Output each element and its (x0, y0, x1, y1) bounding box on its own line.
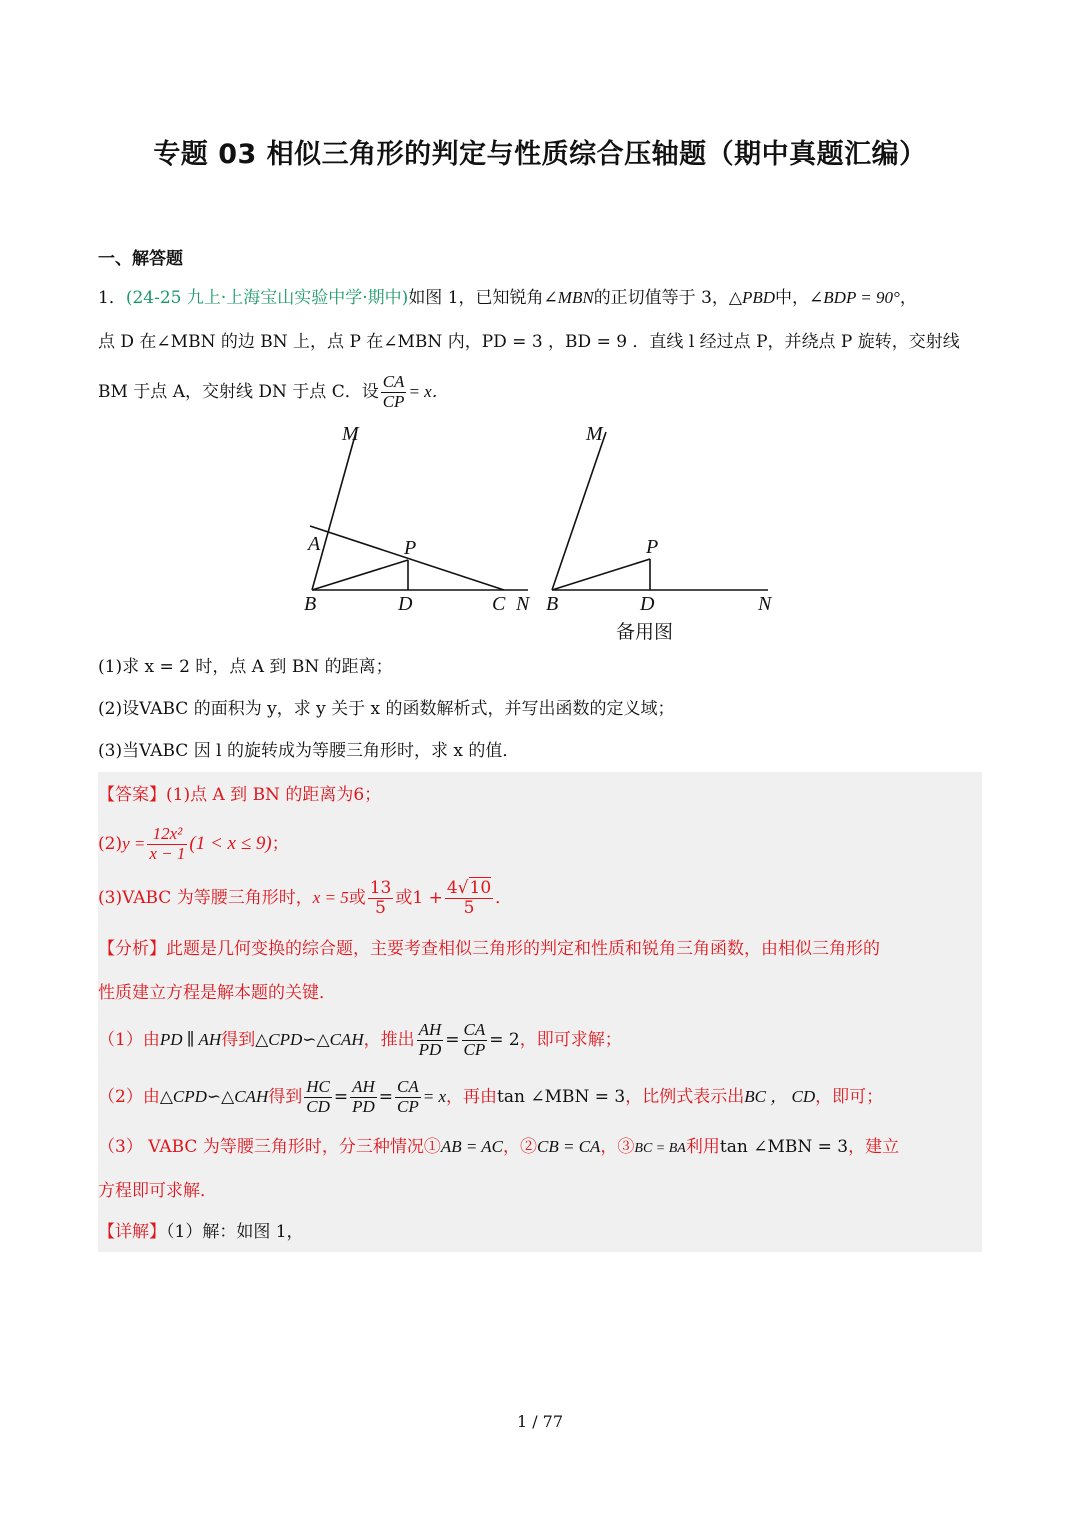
answer-line-3 (98, 874, 982, 922)
analysis-step-3 (98, 1134, 982, 1162)
analysis-text: 得到 (268, 1087, 303, 1107)
section-heading: 一、解答题 (98, 249, 183, 269)
fraction-ca-cp (462, 1021, 488, 1059)
analysis-text: 此题是几何变换的综合题，主要考查相似三角形的判定和性质和锐角三角函数，由相似三角形的 (166, 939, 880, 959)
question-1: (1)求 x = 2 时，点 A 到 BN 的距离； (98, 657, 393, 677)
label-a: A (308, 533, 321, 555)
label-b-2: B (546, 593, 559, 615)
figure-caption: 备用图 (616, 621, 674, 643)
answer-text: 或 (348, 888, 366, 908)
ray-bm-2 (552, 432, 606, 590)
answer-text: ． (495, 888, 513, 908)
analysis-step-3-cont: 方程即可求解． (98, 1181, 217, 1201)
label-p: P (404, 537, 417, 559)
analysis-text: 利用 (685, 1137, 720, 1157)
answer-text: ； (271, 834, 289, 854)
fraction-hc-cd (304, 1078, 332, 1116)
fraction-numerator: AH (418, 1020, 442, 1040)
fraction-denominator: x − 1 (149, 844, 186, 863)
fraction-denominator: CP (397, 1097, 419, 1116)
problem-text: BM 于点 A，交射线 DN 于点 C．设 (98, 382, 379, 402)
fraction-numerator: CA (382, 372, 405, 392)
fraction-ca-cp (395, 1078, 421, 1116)
fraction-numerator: CA (463, 1020, 486, 1040)
fraction-denominator: CP (382, 392, 405, 411)
problem-line-2: 点 D 在∠MBN 的边 BN 上，点 P 在∠MBN 内，PD = 3 ，BD = 9 ．直线 l 经过点 P，并绕点 P 旋转，交射线 (98, 332, 960, 352)
math-angle: ∠MBN (543, 288, 594, 307)
fraction-denominator: PD (352, 1097, 375, 1116)
fraction-12x2 (147, 825, 187, 863)
math-expr: CB = CA (537, 1137, 601, 1156)
label-m-2: M (586, 423, 603, 445)
ray-bm (312, 432, 356, 590)
math-expr: = x (422, 1087, 447, 1106)
analysis-text: ，再由 (446, 1087, 498, 1107)
fraction-numerator: AH (352, 1077, 375, 1097)
segment-bp (312, 560, 408, 590)
math-expr: x = 5 (312, 888, 349, 907)
math-domain: (1 < x ≤ 9) (189, 833, 272, 854)
detail-tag: 【详解】 (98, 1222, 166, 1242)
problem-number: 1． (98, 288, 126, 308)
label-n-2: N (758, 593, 772, 615)
math-expr: △CPD∽△CAH (255, 1030, 364, 1049)
analysis-text: （2）由 (98, 1087, 160, 1107)
analysis-text: ，即可求解； (519, 1030, 622, 1050)
fraction-ca-cp (381, 373, 407, 411)
answer-text: (2) (98, 834, 123, 854)
answer-text: (1)点 A 到 BN 的距离为6； (166, 785, 382, 805)
answer-text: (3)VABC 为等腰三角形时， (98, 888, 313, 908)
math-triangle: △PBD (728, 288, 776, 307)
math-expr: = 2 (489, 1030, 520, 1050)
math-expr: PD ∥ AH (159, 1030, 222, 1049)
detail-text: （1）解：如图 1， (166, 1222, 304, 1242)
fraction-ah-pd (417, 1021, 444, 1059)
analysis-line-2: 性质建立方程是解本题的关键． (98, 983, 336, 1003)
analysis-text: 得到 (221, 1030, 256, 1050)
analysis-step-2: （2）由△CPD∽△CAH得到 $\frac{HC}{CD}$ = $\frac{AH}{PD}$ = $\frac{CA}{CP}$ = x，再由tan ∠MBN = 3，比例式表示出BC ， CD，即可； (98, 1077, 884, 1116)
math-expr: y = (122, 834, 146, 853)
problem-text: 如图 1，已知锐角 (408, 288, 544, 308)
math-expr: tan ∠MBN = 3 (719, 1137, 849, 1157)
analysis-text: （1）由 (98, 1030, 160, 1050)
math-expr: BC ， CD (744, 1087, 816, 1106)
fraction-denominator: PD (418, 1040, 442, 1059)
problem-source: (24-25 九上·上海宝山实验中学·期中) (125, 288, 409, 308)
segment-bp-2 (552, 559, 650, 590)
label-d: D (398, 593, 413, 615)
problem-text: 中， (775, 288, 810, 308)
analysis-text: ，建立 (848, 1137, 900, 1157)
analysis-text: ，③ (600, 1137, 635, 1157)
problem-text: ， (899, 288, 917, 308)
problem-line-1 (98, 285, 982, 311)
fraction-13-5 (368, 879, 394, 917)
analysis-text: ，比例式表示出 (625, 1087, 745, 1107)
fraction-sqrt (445, 879, 493, 917)
geometry-figure (290, 420, 790, 650)
label-m: M (342, 423, 359, 445)
math-expr: BC = BA (634, 1141, 686, 1156)
problem-text: = x． (408, 382, 449, 401)
fraction-numerator: CA (397, 1077, 419, 1097)
sqrt-radicand: 10 (469, 878, 492, 899)
analysis-text: （3） VABC 为等腰三角形时，分三种情况① (98, 1137, 441, 1157)
question-3: (3)当VABC 因 l 的旋转成为等腰三角形时，求 x 的值． (98, 741, 520, 761)
fraction-denominator: 5 (463, 898, 475, 918)
fraction-numerator: 12x² (147, 825, 187, 845)
analysis-text: ，推出 (363, 1030, 415, 1050)
math-angle: ∠BDP = 90° (809, 288, 900, 307)
answer-text: 或 (395, 888, 413, 908)
analysis-step-1: （1）由PD ∥ AH得到△CPD∽△CAH，推出 $\frac{AH}{PD}$ = $\frac{CA}{CP}$ = 2，即可求解； (98, 1020, 622, 1059)
question-2: (2)设VABC 的面积为 y，求 y 关于 x 的函数解析式，并写出函数的定义域； (98, 699, 675, 719)
label-b: B (304, 593, 317, 615)
fraction-denominator: 5 (375, 898, 386, 918)
detail-line (98, 1219, 982, 1245)
analysis-tag: 【分析】 (98, 939, 166, 959)
math-expr: △CPD∽△CAH (159, 1087, 269, 1106)
math-expr: AB = AC (440, 1137, 503, 1156)
fraction-numerator: 13 (369, 878, 392, 899)
label-n: N (516, 593, 530, 615)
answer-line-2 (98, 820, 982, 868)
math-expr: tan ∠MBN = 3 (497, 1087, 626, 1107)
math-expr: 1 + (412, 888, 443, 908)
label-c: C (492, 593, 506, 615)
fraction-denominator: CD (306, 1097, 330, 1116)
label-p-2: P (646, 536, 659, 558)
problem-text: 的正切值等于 3， (593, 288, 729, 308)
page-number: 1 / 77 (516, 1412, 564, 1431)
numerator-coefficient: 4 (446, 878, 458, 899)
fraction-numerator: 4√10 (446, 878, 492, 899)
answer-tag: 【答案】 (98, 785, 166, 805)
analysis-line-1 (98, 936, 982, 962)
fraction-ah-pd (350, 1078, 377, 1116)
analysis-text: ，② (503, 1137, 537, 1157)
fraction-denominator: CP (463, 1040, 486, 1059)
page-title: 专题 03 相似三角形的判定与性质综合压轴题（期中真题汇编） (153, 139, 927, 170)
problem-line-3 (98, 370, 982, 414)
label-d-2: D (640, 593, 655, 615)
answer-line-1 (98, 782, 982, 808)
fraction-numerator: HC (306, 1077, 330, 1097)
analysis-text: ，即可； (815, 1087, 884, 1107)
